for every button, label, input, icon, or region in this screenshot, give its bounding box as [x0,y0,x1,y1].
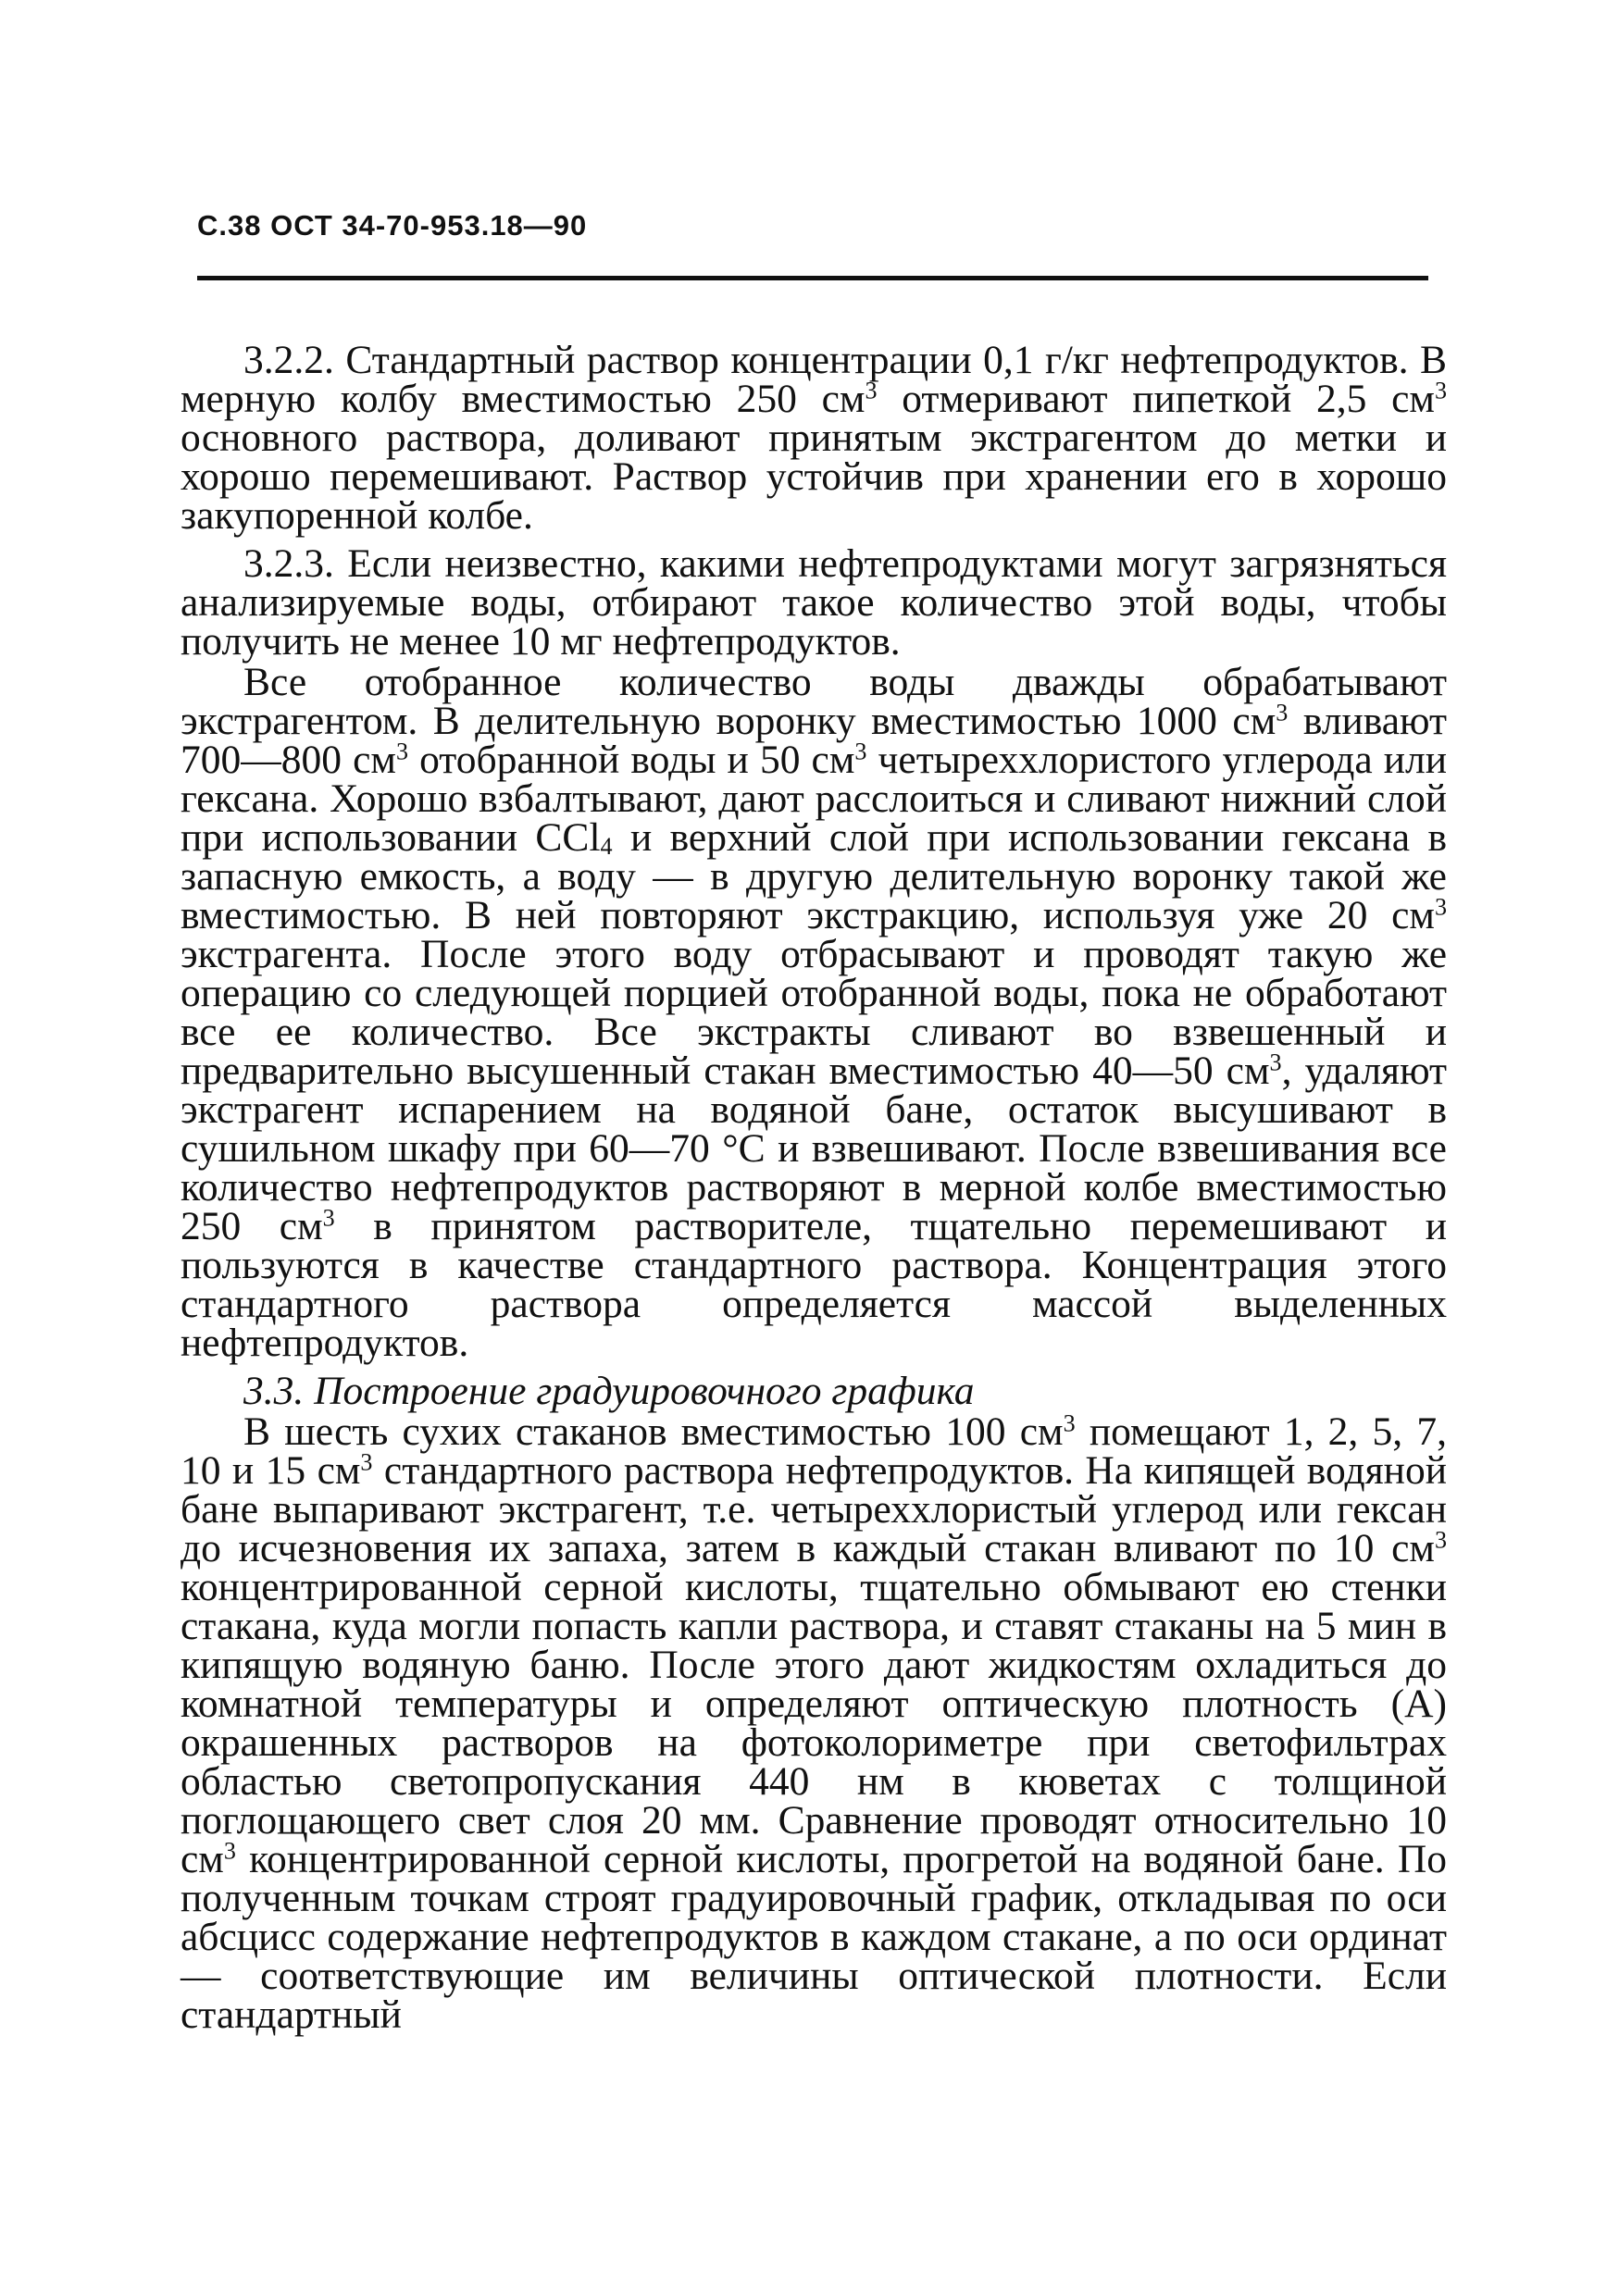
subscript: 4 [600,832,613,860]
section-heading-3-3: 3.3. Построение градуировочного графика [243,1369,975,1413]
text-run: четыреххлористого углерода или гексана. Хорошо взбалтывают, дают расслоиться и сливают нижний слой при использовании CCl [181,738,1448,860]
text-run: и верхний слой при использовании гексана в запасную емкость, а воду — в другую делительную воронку такой же вместимостью. В ней повторяют экстракцию, используя уже 20 см [181,815,1447,937]
superscript: 3 [865,377,878,404]
page-header: С.38 ОСТ 34-70-953.18—90 [197,209,588,242]
superscript: 3 [1434,893,1447,921]
paragraph-extraction [181,660,1448,1365]
text-run: основного раствора, доливают принятым экстрагентом до метки и хорошо перемешивают. Раствор устойчив при хранении его в хорошо закупоренной колбе. [181,416,1447,538]
text-run: 3.2.2. Стандартный раствор концентрации 0,1 г/кг нефтепродуктов. В мерную колбу вместимостью 250 см [181,338,1447,421]
text-run: в принятом растворителе, тщательно перемешивают и пользуются в качестве стандартного раствора. Концентрация этого стандартного раствора определяется массой выделенных нефтепродуктов. [181,1204,1447,1365]
header-rule [197,276,1428,280]
superscript: 3 [1434,1526,1447,1554]
paragraph-3-2-2 [181,338,1448,538]
text-run: В шесть сухих стаканов вместимостью 100 см [243,1409,1064,1454]
text-run: помещают 1, 2, 5, 7, 10 и 15 см [181,1409,1447,1493]
superscript: 3 [223,1837,236,1865]
paragraph-3-2-3: 3.2.3. Если неизвестно, какими нефтепродуктами могут загрязняться анализируемые воды, отбирают такое количество этой воды, чтобы получить не менее 10 мг нефтепродуктов. [181,541,1447,664]
text-run: вливают 700—800 см [181,699,1447,782]
paragraph-calibration [181,1409,1447,2037]
document-body [181,338,1448,2037]
text-run: , удаляют экстрагент испарением на водяной бане, остаток высушивают в сушильном шкафу при 60—70 °С и взвешивают. После взвешивания все количество нефтепродуктов растворяют в мерной колбе вместимостью 250 см [181,1049,1448,1248]
text-run: отобранной воды и 50 см [408,738,855,782]
superscript: 3 [395,738,408,765]
text-run: концентрированной серной кислоты, прогретой на водяной бане. По полученным точкам строят градуировочный график, откладывая по оси абсцисс содержание нефтепродуктов в каждом стакане, а по оси ординат — соответствующие им величины оптической плотности. Если стандартный [181,1837,1447,2037]
superscript: 3 [1269,1049,1282,1076]
superscript: 3 [1276,699,1289,726]
text-run: экстрагента. После этого воду отбрасывают и проводят такую же операцию со следующей порцией отобранной воды, пока не обработают все ее количество. Все экстракты сливают во взвешенный и предварительно высушенный стакан вместимостью 40—50 см [181,932,1447,1093]
text-run: стандартного раствора нефтепродуктов. На кипящей водяной бане выпаривают экстрагент, т.е. четыреххлористый углерод или гексан до исчезновения их запаха, затем в каждый стакан вливают по 10 см [181,1448,1447,1570]
text-run: концентрированной серной кислоты, тщательно обмывают ею стенки стакана, куда могли попасть капли раствора, и ставят стаканы на 5 мин в кипящую водяную баню. После этого дают жидкостям охладиться до комнатной температуры и определяют оптическую плотность (А) окрашенных растворов на фотоколориметре при светофильтрах областью светопропускания 440 нм в кюветах с толщиной поглощающего свет слоя 20 мм. Сравнение проводят относительно 10 см [181,1565,1447,1881]
text-run: отмеривают пипеткой 2,5 см [877,377,1435,421]
superscript: 3 [360,1448,373,1476]
text-run: Все отобранное количество воды дважды обрабатывают экстрагентом. В делительную воронку вместимостью 1000 см [181,660,1447,743]
superscript: 3 [322,1204,335,1232]
superscript: 3 [854,738,867,765]
superscript: 3 [1063,1409,1076,1437]
superscript: 3 [1434,377,1448,404]
